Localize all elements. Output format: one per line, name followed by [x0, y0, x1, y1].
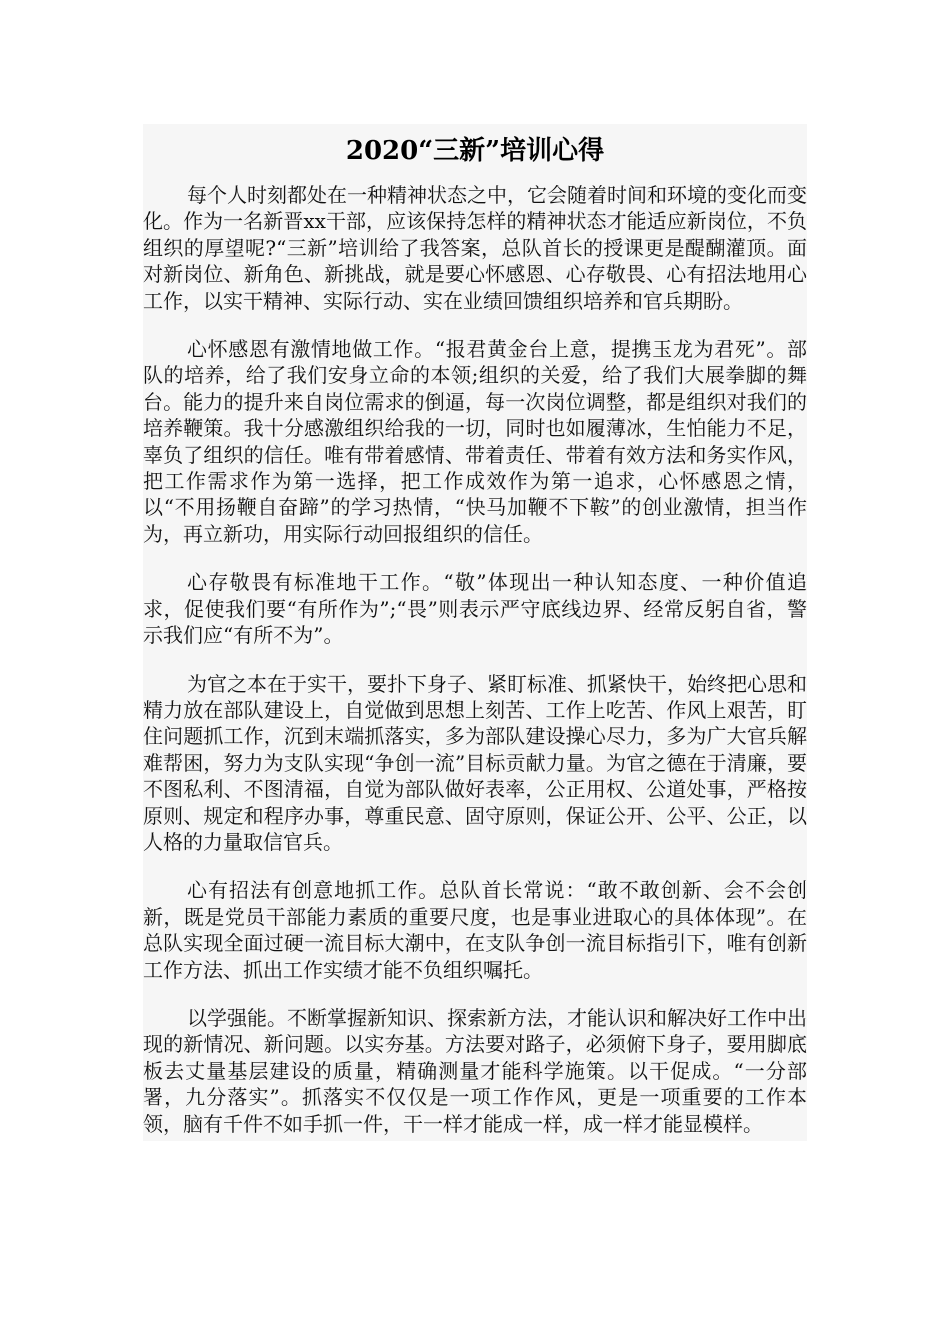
paragraph-intro: 每个人时刻都处在一种精神状态之中，它会随着时间和环境的变化而变化。作为一名新晋xx干部，应该保持怎样的精神状态才能适应新岗位，不负组织的厚望呢?“三新”培训给了我答案，总队首长的授课更是醍醐灌顶。面对新岗位、新角色、新挑战，就是要心怀感恩、心存敬畏、心有招法地用心工作，以实干精神、实际行动、实在业绩回馈组织培养和官兵期盼。 [143, 183, 807, 313]
document-body [143, 124, 807, 1141]
document-title: 2020“三新”培训心得 [345, 136, 605, 166]
paragraph-officer-conduct: 为官之本在于实干，要扑下身子、紧盯标准、抓紧快干，始终把心思和精力放在部队建设上，自觉做到思想上刻苦、工作上吃苦、作风上艰苦，盯住问题抓工作，沉到末端抓落实，多为部队建设操心尽力，多为广大官兵解难帮困，努力为支队实现“争创一流”目标贡献力量。为官之德在于清廉，要不图私利、不图清福，自觉为部队做好表率，公正用权、公道处事，严格按原则、规定和程序办事，尊重民意、固守原则，保证公开、公平、公正，以人格的力量取信官兵。 [143, 671, 807, 854]
paragraph-innovation: 心有招法有创意地抓工作。总队首长常说：“敢不敢创新、会不会创新，既是党员干部能力素质的重要尺度，也是事业进取心的具体体现”。在总队实现全面过硬一流目标大潮中，在支队争创一流目标指引下，唯有创新工作方法、抓出工作实绩才能不负组织嘱托。 [143, 878, 807, 982]
paragraph-reverence: 心存敬畏有标准地干工作。“敬”体现出一种认知态度、一种价值追求，促使我们要“有所作为”;“畏”则表示严守底线边界、经常反躬自省，警示我们应“有所不为”。 [143, 570, 807, 648]
paragraph-gratitude: 心怀感恩有激情地做工作。“报君黄金台上意，提携玉龙为君死”。部队的培养，给了我们安身立命的本领;组织的关爱，给了我们大展拳脚的舞台。能力的提升来自岗位需求的倒逼，每一次岗位调整，都是组织对我们的培养鞭策。我十分感激组织给我的一切，同时也如履薄冰，生怕能力不足，辜负了组织的信任。唯有带着感情、带着责任、带着有效方法和务实作风，把工作需求作为第一选择，把工作成效作为第一追求，心怀感恩之情，以“不用扬鞭自奋蹄”的学习热情，“快马加鞭不下鞍”的创业激情，担当作为，再立新功，用实际行动回报组织的信任。 [143, 337, 807, 546]
paragraph-learning: 以学强能。不断掌握新知识、探索新方法，才能认识和解决好工作中出现的新情况、新问题。以实夯基。方法要对路子，必须俯下身子，要用脚底板去丈量基层建设的质量，精确测量才能科学施策。以干促成。“一分部署，九分落实”。抓落实不仅仅是一项工作作风，更是一项重要的工作本领，脑有千件不如手抓一件，干一样才能成一样，成一样才能显模样。 [143, 1005, 807, 1136]
